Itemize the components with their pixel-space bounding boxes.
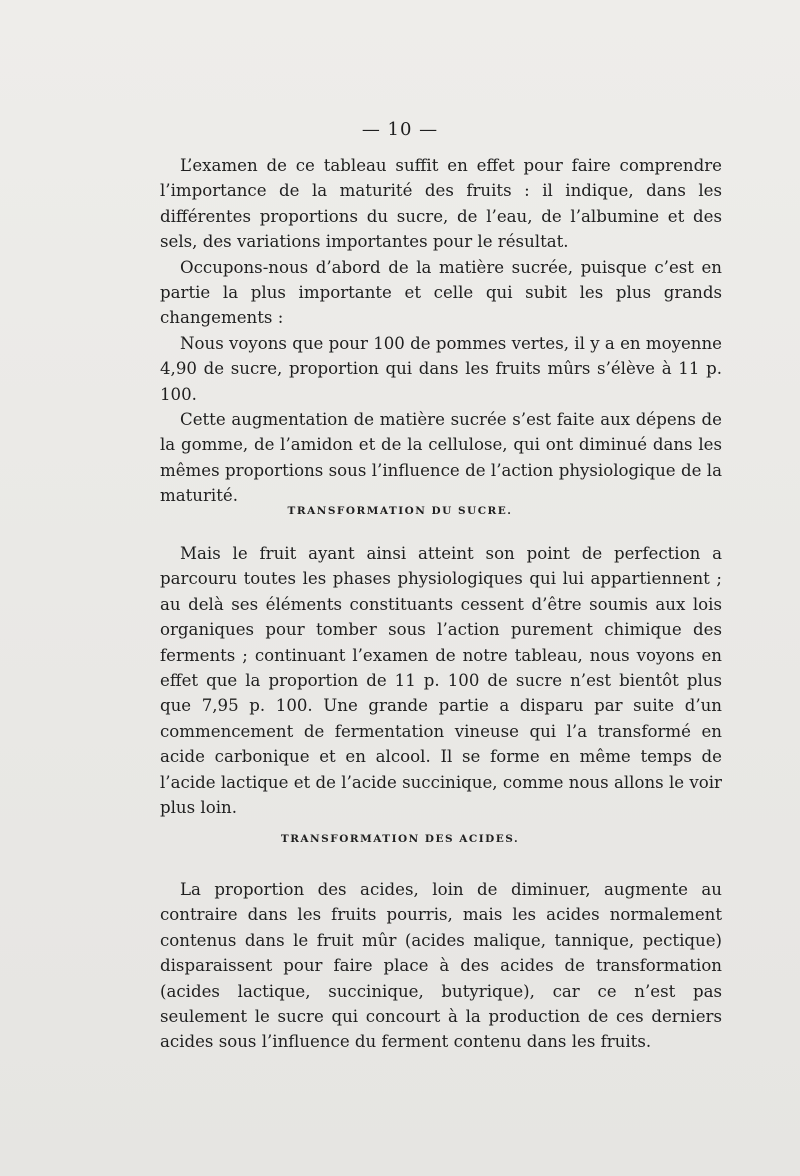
paragraph: La proportion des acides, loin de diminuer, augmente au contraire dans les fruits pourris, mais les acides normalement contenus dans le fruit mûr (acides malique, tannique, pectique) disparaissent pour faire place à des acides de transformation (acides lactique, succinique, butyrique), car ce n’est pas seulement le sucre qui concourt à la production de ces derniers acides sous l’influence du ferment contenu dans les fruits. — [160, 880, 722, 1052]
paragraph: Mais le fruit ayant ainsi atteint son point de perfection a parcouru toutes les phases physiologiques qui lui appartiennent ; au delà ses éléments constituants cessent d’être soumis aux lois organiques pour tomber sous l’action purement chimique des ferments ; continuant l’examen de notre tableau, nous voyons en effet que la proportion de 11 p. 100 de sucre n’est bientôt plus que 7,95 p. 100. Une grande partie a disparu par suite d’un commencement de fermentation vineuse qui l’a transformé en acide carbonique et en alcool. Il se forme en même temps de l’acide lactique et de l’acide succinique, comme nous allons le voir plus loin. — [160, 544, 722, 818]
paragraph: Cette augmentation de matière sucrée s’est faite aux dépens de la gomme, de l’amidon et de la cellulose, qui ont diminué dans les mêmes proportions sous l’influence de l’action physiologique de la maturité. — [160, 410, 722, 506]
text-section-sucre — [160, 541, 722, 820]
paragraph: Occupons-nous d’abord de la matière sucrée, puisque c’est en partie la plus importante et celle qui subit les plus grands changements : — [160, 257, 722, 328]
paragraph: Nous voyons que pour 100 de pommes vertes, il y a en moyenne 4,90 de sucre, proportion qui dans les fruits mûrs s’élève à 11 p. 100. — [160, 333, 722, 404]
section-heading-acides: TRANSFORMATION DES ACIDES. — [280, 833, 520, 845]
text-section-acides — [160, 877, 722, 1055]
text-section-maturite — [160, 153, 722, 509]
paragraph: L’examen de ce tableau suffit en effet pour faire comprendre l’importance de la maturité des fruits : il indique, dans les différentes proportions du sucre, de l’eau, de l’albumine et des sels, des variations importantes pour le résultat. — [160, 156, 722, 252]
page-number: — 10 — — [361, 119, 439, 140]
section-heading-sucre: TRANSFORMATION DU SUCRE. — [287, 505, 513, 517]
